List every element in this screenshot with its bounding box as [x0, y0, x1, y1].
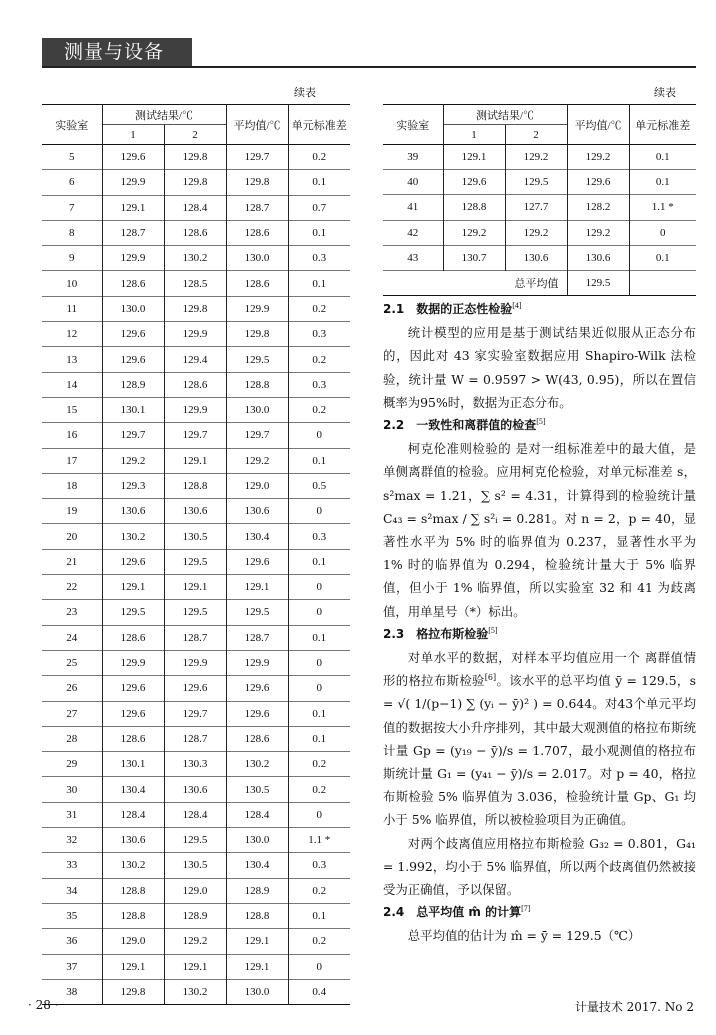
table-cell: 28	[66, 732, 78, 745]
table-cell: 129.6	[102, 347, 164, 372]
table-row	[42, 499, 350, 524]
table-cell: 129.8	[164, 296, 226, 321]
table-cell: 0.2	[288, 145, 350, 170]
table-cell: 0	[288, 954, 350, 979]
table-row	[42, 524, 350, 549]
table-row	[42, 145, 350, 170]
table-cell: 130.6	[102, 828, 164, 853]
table-cell: 10	[66, 277, 78, 290]
table-cell: 128.5	[164, 271, 226, 296]
table-cell: 128.6	[102, 726, 164, 751]
section-2-1-title: 2.1 数据的正态性检验[4]	[383, 301, 522, 316]
table-cell: 20	[66, 530, 78, 543]
table-cell: 128.7	[226, 625, 288, 650]
table-cell: 129.0	[226, 473, 288, 498]
table-cell: 128.2	[567, 195, 629, 220]
table-cell: 130.2	[102, 524, 164, 549]
section-2-3-paragraph-2: 对两个歧离值应用格拉布斯检验 G₃₂ = 0.801，G₄₁ = 1.992，均小于 5% 临界值，所以两个歧离值仍然被接受为正确值，予以保留。	[383, 835, 696, 898]
table-row	[383, 170, 696, 195]
table-cell: 129.8	[226, 170, 288, 195]
table-cell: 0.3	[288, 853, 350, 878]
table-cell: 129.9	[226, 650, 288, 675]
table-cell: 129.5	[164, 549, 226, 574]
header-lab: 实验室	[396, 119, 430, 132]
table-cell: 129.9	[164, 397, 226, 422]
table-cell: 129.6	[102, 322, 164, 347]
table-cell: 32	[66, 834, 78, 847]
table-row	[42, 979, 350, 1004]
table-row	[42, 296, 350, 321]
table-cell: 37	[66, 960, 78, 973]
table-cell: 128.6	[102, 625, 164, 650]
table-cell: 128.6	[102, 271, 164, 296]
table-cell: 0.2	[288, 397, 350, 422]
table-row	[42, 676, 350, 701]
table-cell: 129.5	[164, 828, 226, 853]
table-cell: 39	[407, 151, 419, 164]
table-cell: 130.6	[164, 499, 226, 524]
table-cell: 0.1	[288, 271, 350, 296]
table-cell: 129.2	[505, 145, 567, 170]
table-cell: 129.2	[505, 220, 567, 245]
table-cell: 128.4	[226, 802, 288, 827]
table-cell: 129.6	[102, 701, 164, 726]
table-cell: 0.2	[288, 296, 350, 321]
table-row	[42, 929, 350, 954]
table-cell: 128.9	[164, 903, 226, 928]
header-results: 测试结果/℃	[443, 105, 567, 125]
table-cell: 0	[288, 650, 350, 675]
table-cell: 129.2	[443, 220, 505, 245]
table-cell: 13	[66, 353, 78, 366]
table-cell: 1.1 *	[288, 828, 350, 853]
table-cell: 24	[66, 631, 78, 644]
table-row	[42, 423, 350, 448]
table-cell: 129.9	[164, 322, 226, 347]
table-cell: 130.4	[226, 524, 288, 549]
table-cell: 130.2	[226, 752, 288, 777]
table-cell: 0.1	[288, 625, 350, 650]
table-cell: 38	[66, 985, 78, 998]
table-row	[42, 575, 350, 600]
table-cell: 0.1	[288, 726, 350, 751]
table-cell: 129.8	[226, 322, 288, 347]
table-cell: 128.6	[164, 372, 226, 397]
table-cell: 0	[629, 220, 696, 245]
grand-mean-label: 总平均值	[514, 278, 559, 291]
left-data-table	[42, 104, 350, 1005]
table-cell: 129.7	[102, 423, 164, 448]
table-row	[42, 448, 350, 473]
table-row	[42, 777, 350, 802]
section-header: 测量与设备	[42, 38, 192, 66]
table-row	[42, 246, 350, 271]
table-cell: 130.0	[226, 979, 288, 1004]
table-cell: 0.1	[288, 903, 350, 928]
table-cell: 129.5	[505, 170, 567, 195]
table-cell: 29	[66, 758, 78, 771]
table-cell: 129.2	[102, 448, 164, 473]
table-cell: 129.8	[102, 979, 164, 1004]
table-cell: 130.5	[164, 524, 226, 549]
table-cell: 128.8	[102, 878, 164, 903]
table-cell: 25	[66, 657, 78, 670]
table-cell: 129.9	[102, 170, 164, 195]
table-row	[42, 954, 350, 979]
table-row	[42, 701, 350, 726]
table-cell: 129.2	[567, 220, 629, 245]
table-cell: 0.3	[288, 246, 350, 271]
table-cell: 129.6	[226, 549, 288, 574]
table-cell: 129.6	[226, 676, 288, 701]
table-cell: 129.1	[102, 575, 164, 600]
table-cell: 129.5	[102, 600, 164, 625]
table-cell: 129.5	[226, 347, 288, 372]
table-cell: 129.1	[102, 195, 164, 220]
table-cell: 0	[288, 600, 350, 625]
table-cell: 19	[66, 505, 78, 518]
table-cell: 129.1	[226, 954, 288, 979]
table-row	[42, 878, 350, 903]
table-cell: 129.0	[102, 929, 164, 954]
table-cell: 31	[66, 808, 78, 821]
table-row	[42, 170, 350, 195]
table-cell: 130.4	[226, 853, 288, 878]
table-cell: 130.6	[505, 245, 567, 270]
section-2-2-paragraph: 柯克伦准则检验的 是对一组标准差中的最大值，是单侧离群值的检验。应用柯克伦检验，对单元标准差 s，s²max = 1.21，∑ s² = 4.31，计算得到的检验统计量 C₄₃ = s²max / ∑ s²ᵢ = 0.281。对 n = 2，p = 40，显著性水平为 5% 时的临界值为 0.237，显著性水平为 1% 时的临界值为 0.294，检验统计量大于 5% 临界值，但小于 1% 临界值，所以实验室 32 和 41 为歧离值，用单星号（*）标出。	[383, 441, 696, 619]
table-cell: 30	[66, 783, 78, 796]
table-cell: 23	[66, 606, 78, 619]
table-cell: 0.2	[288, 347, 350, 372]
table-cell: 129.6	[102, 676, 164, 701]
table-cell: 130.5	[226, 777, 288, 802]
table-cell: 11	[66, 302, 78, 315]
table-cell: 16	[66, 429, 78, 442]
table-row	[42, 600, 350, 625]
table-cell: 14	[66, 378, 78, 391]
table-cell: 130.5	[164, 853, 226, 878]
table-cell: 130.2	[164, 246, 226, 271]
table-cell: 15	[66, 404, 78, 417]
table-cell: 129.4	[164, 347, 226, 372]
table-cell: 129.3	[102, 473, 164, 498]
table-cell: 128.9	[102, 372, 164, 397]
table-cell: 18	[66, 480, 78, 492]
table-cell: 41	[407, 201, 419, 214]
table-cell: 129.5	[226, 600, 288, 625]
table-cell: 1.1 *	[629, 195, 696, 220]
table-cell: 129.5	[164, 600, 226, 625]
table-row	[42, 828, 350, 853]
table-cell: 21	[66, 555, 78, 568]
header-col1: 1	[443, 125, 505, 145]
table-cell: 129.7	[164, 423, 226, 448]
table-cell: 130.2	[102, 853, 164, 878]
table-cell: 5	[69, 151, 75, 164]
right-data-table	[383, 104, 696, 296]
table-cell: 128.8	[443, 195, 505, 220]
table-cell: 36	[66, 935, 78, 948]
table-cell: 129.1	[164, 575, 226, 600]
table-row	[42, 397, 350, 422]
table-cell: 129.9	[102, 246, 164, 271]
left-table-continued-label: 续表	[294, 86, 316, 99]
table-cell: 130.1	[102, 397, 164, 422]
table-cell: 129.0	[164, 878, 226, 903]
table-cell: 40	[407, 176, 419, 189]
section-2-4-title: 2.4 总平均值 m̂ 的计算[7]	[383, 904, 531, 920]
table-cell: 129.2	[567, 145, 629, 170]
table-cell: 128.8	[102, 903, 164, 928]
table-cell: 129.9	[164, 650, 226, 675]
table-cell: 9	[69, 252, 75, 265]
table-row	[42, 473, 350, 498]
table-cell: 130.0	[102, 296, 164, 321]
table-cell: 128.6	[226, 220, 288, 245]
table-cell: 33	[66, 859, 78, 872]
grand-mean-row	[383, 270, 696, 295]
table-cell: 129.6	[567, 170, 629, 195]
table-cell: 129.6	[164, 676, 226, 701]
table-cell: 130.0	[226, 397, 288, 422]
table-cell: 130.0	[226, 828, 288, 853]
table-cell: 43	[407, 251, 419, 264]
table-cell: 0.2	[288, 752, 350, 777]
table-cell: 128.6	[226, 726, 288, 751]
table-cell: 129.8	[164, 170, 226, 195]
table-cell: 129.9	[102, 650, 164, 675]
table-cell: 0.3	[288, 322, 350, 347]
table-row	[383, 195, 696, 220]
table-cell: 0.5	[288, 473, 350, 498]
table-cell: 0.2	[288, 878, 350, 903]
page-number: · 28 ·	[28, 998, 59, 1012]
grand-mean-value: 129.5	[567, 270, 629, 295]
table-cell: 128.7	[164, 726, 226, 751]
table-cell: 129.6	[443, 170, 505, 195]
table-cell: 127.7	[505, 195, 567, 220]
table-cell: 7	[69, 201, 75, 214]
table-cell: 129.1	[226, 929, 288, 954]
table-cell: 17	[66, 454, 78, 467]
table-cell: 130.6	[164, 777, 226, 802]
journal-footer: 计量技术 2017. No 2	[574, 1000, 694, 1014]
section-2-4-paragraph: 总平均值的估计为 m̂ = ȳ̄ = 129.5（℃）	[407, 928, 641, 944]
table-row	[42, 195, 350, 220]
section-2-3-paragraph: 对单水平的数据，对样本平均值应用一个 离群值情形的格拉布斯检验[6]。该水平的总平均值 ȳ = 129.5，s = √( 1/(p−1) ∑ (yᵢ − ȳ)² ) = 0.644。对43个单元平均值的数据按大小升序排列，其中最大观测值的格拉布斯统计量 Gp = (y₁₉ − ȳ)/s = 1.707，最小观测值的格拉布斯统计量 G₁ = (y₄₁ − ȳ)/s = 2.017。对 p = 40，格拉布斯检验 5% 临界值为 3.036，检验统计量 Gp、G₁ 均小于 5% 临界值，所以被检验项目为正确值。	[383, 650, 697, 828]
grand-mean-empty	[629, 270, 696, 295]
header-col2: 2	[164, 125, 226, 145]
table-cell: 8	[69, 227, 75, 240]
section-2-3-title: 2.3 格拉布斯检验[5]	[383, 625, 498, 641]
table-cell: 128.7	[164, 625, 226, 650]
table-cell: 130.6	[567, 245, 629, 270]
table-cell: 26	[66, 682, 78, 695]
table-cell: 0.7	[288, 195, 350, 220]
table-cell: 129.7	[164, 701, 226, 726]
table-row	[42, 372, 350, 397]
table-cell: 129.1	[164, 448, 226, 473]
table-cell: 0.1	[288, 170, 350, 195]
section-2-2-title: 2.2 一致性和离群值的检查[5]	[383, 417, 546, 433]
table-cell: 129.1	[443, 145, 505, 170]
table-cell: 129.9	[226, 296, 288, 321]
table-cell: 128.8	[164, 473, 226, 498]
table-cell: 0	[288, 499, 350, 524]
table-row	[42, 802, 350, 827]
table-cell: 34	[66, 884, 78, 897]
table-cell: 129.8	[164, 145, 226, 170]
table-row	[42, 347, 350, 372]
table-cell: 35	[66, 910, 78, 923]
table-cell: 128.6	[164, 220, 226, 245]
table-row	[42, 625, 350, 650]
table-cell: 128.4	[102, 802, 164, 827]
table-cell: 130.6	[226, 499, 288, 524]
table-cell: 0	[288, 802, 350, 827]
table-row	[42, 220, 350, 245]
header-mean: 平均值/℃	[226, 105, 288, 145]
header-sd: 单元标准差	[288, 105, 350, 145]
table-cell: 0.2	[288, 777, 350, 802]
table-row	[42, 322, 350, 347]
table-cell: 6	[69, 176, 75, 189]
table-cell: 129.6	[102, 145, 164, 170]
table-cell: 130.6	[102, 499, 164, 524]
table-cell: 0.1	[629, 170, 696, 195]
table-row	[42, 903, 350, 928]
table-cell: 129.6	[102, 549, 164, 574]
table-cell: 128.8	[226, 372, 288, 397]
table-row	[42, 549, 350, 574]
table-row	[383, 245, 696, 270]
table-cell: 129.2	[164, 929, 226, 954]
table-cell: 129.7	[226, 423, 288, 448]
table-cell: 128.7	[226, 195, 288, 220]
table-cell: 130.3	[164, 752, 226, 777]
table-cell: 128.4	[164, 195, 226, 220]
header-results: 测试结果/℃	[102, 105, 226, 125]
body-text	[383, 298, 696, 948]
table-cell: 129.2	[226, 448, 288, 473]
header-divider	[42, 66, 696, 68]
table-cell: 27	[66, 707, 78, 720]
right-table-continued-label: 续表	[654, 86, 676, 99]
table-row	[383, 145, 696, 170]
table-row	[42, 853, 350, 878]
header-col2: 2	[505, 125, 567, 145]
table-row	[42, 650, 350, 675]
table-cell: 0	[288, 423, 350, 448]
table-cell: 0.1	[288, 701, 350, 726]
table-row	[42, 271, 350, 296]
table-cell: 0.1	[629, 145, 696, 170]
table-cell: 129.1	[164, 954, 226, 979]
table-cell: 128.4	[164, 802, 226, 827]
table-cell: 0.4	[288, 979, 350, 1004]
table-cell: 129.6	[226, 701, 288, 726]
table-cell: 0.1	[288, 448, 350, 473]
table-cell: 0.3	[288, 372, 350, 397]
table-cell: 0.1	[629, 245, 696, 270]
header-lab: 实验室	[55, 119, 89, 132]
table-cell: 0.1	[288, 220, 350, 245]
table-cell: 128.9	[226, 878, 288, 903]
table-cell: 128.7	[102, 220, 164, 245]
table-row	[42, 726, 350, 751]
table-cell: 0.1	[288, 549, 350, 574]
table-row	[383, 220, 696, 245]
table-cell: 130.2	[164, 979, 226, 1004]
table-cell: 0	[288, 575, 350, 600]
table-cell: 0	[288, 676, 350, 701]
table-cell: 129.1	[102, 954, 164, 979]
table-cell: 130.7	[443, 245, 505, 270]
table-cell: 130.4	[102, 777, 164, 802]
table-cell: 22	[66, 581, 78, 594]
header-col1: 1	[102, 125, 164, 145]
section-2-1-paragraph: 统计模型的应用是基于测试结果近似服从正态分布的，因此对 43 家实验室数据应用 Shapiro-Wilk 法检验，统计量 W = 0.9597 > W(43, 0.95)，所以在置信概率为95%时，数据为正态分布。	[383, 325, 696, 410]
table-cell: 129.1	[226, 575, 288, 600]
table-cell: 128.6	[226, 271, 288, 296]
table-row	[42, 752, 350, 777]
table-cell: 0.2	[288, 929, 350, 954]
header-sd: 单元标准差	[629, 105, 696, 145]
table-cell: 0.3	[288, 524, 350, 549]
table-cell: 130.0	[226, 246, 288, 271]
table-cell: 42	[407, 226, 419, 239]
table-cell: 12	[66, 328, 78, 341]
table-cell: 130.1	[102, 752, 164, 777]
table-cell: 129.7	[226, 145, 288, 170]
header-mean: 平均值/℃	[567, 105, 629, 145]
table-cell: 128.8	[226, 903, 288, 928]
